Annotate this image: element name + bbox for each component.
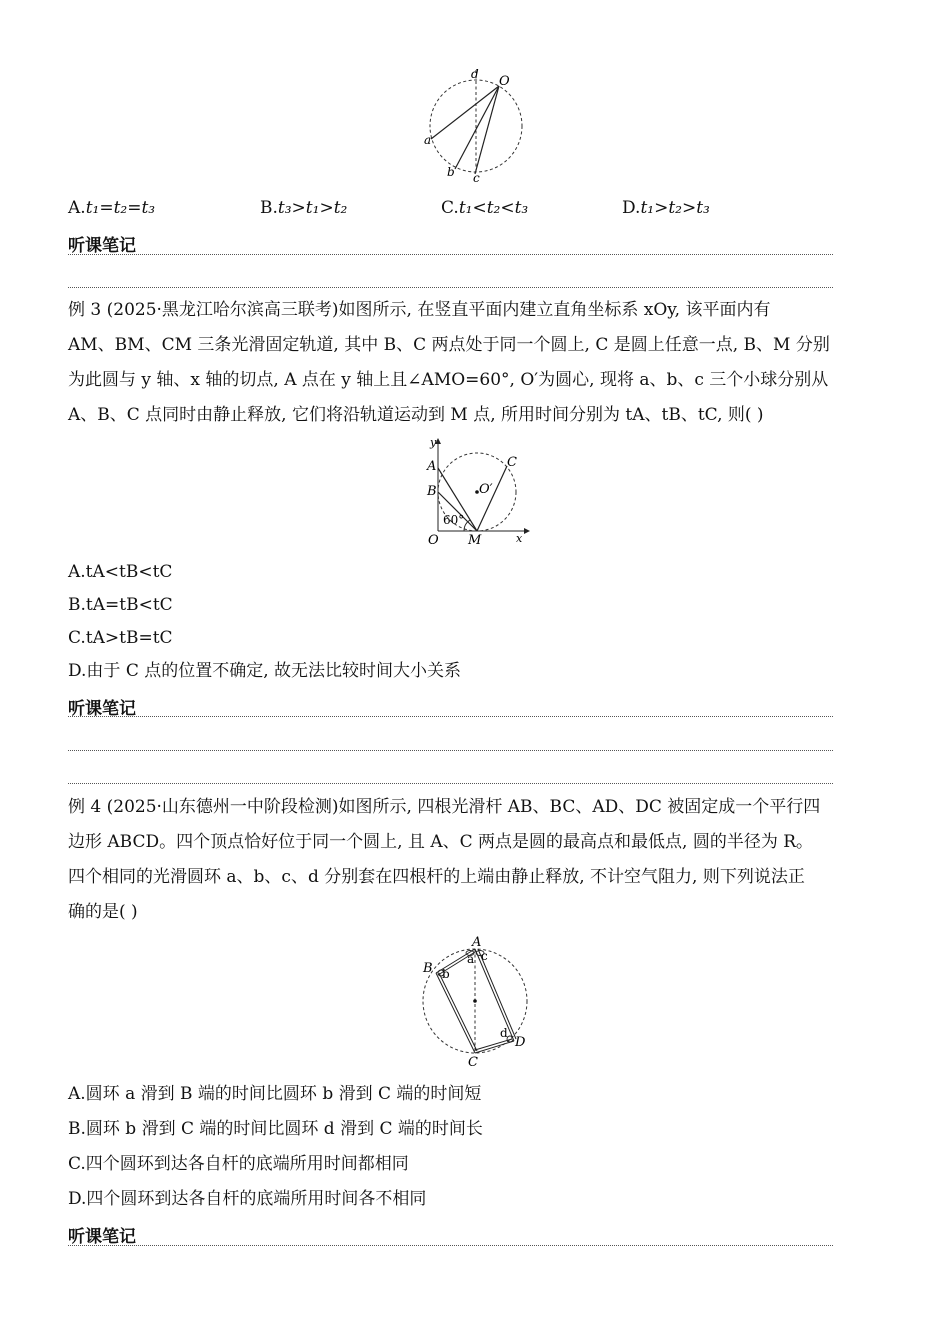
problem4-line-3: 四个相同的光滑圆环 a、b、c、d 分别套在四根杆的上端由静止释放, 不计空气阻力, 则下列说法正 (68, 867, 805, 887)
fig1-label-b: b (447, 165, 455, 179)
fig2-label-A: A (427, 459, 437, 474)
problem4-stem (68, 790, 838, 930)
problem3-line-3: 为此圆与 y 轴、x 轴的切点, A 点在 y 轴上且∠AMO=60°, O′为圆心, 现将 a、b、c 三个小球分别从 (68, 370, 829, 390)
fig2-label-M: M (468, 533, 482, 548)
fig3-label-B: B (423, 961, 433, 976)
problem2-option-b[interactable]: B.t₃>t₁>t₂ (260, 198, 348, 218)
fig1-label-d: d (471, 67, 479, 81)
problem2-notes-title: 听课笔记 (68, 236, 136, 256)
notes-line[interactable] (68, 750, 833, 751)
fig1-label-O: O (499, 74, 510, 89)
problem3-line-1: 例 3 (2025·黑龙江哈尔滨高三联考)如图所示, 在竖直平面内建立直角坐标系 xOy, 该平面内有 (68, 300, 771, 320)
figure-1-circle-tracks (415, 66, 535, 188)
problem4-notes-title: 听课笔记 (68, 1227, 136, 1247)
problem4-option-d[interactable]: D.四个圆环到达各自杆的底端所用时间各不相同 (68, 1189, 427, 1209)
figure-3-parallelogram-circle (418, 934, 534, 1066)
problem2-option-a[interactable]: A.t₁=t₂=t₃ (68, 198, 156, 218)
problem3-option-a[interactable]: A.tA<tB<tC (68, 562, 173, 582)
notes-line[interactable] (68, 783, 833, 784)
problem3-notes-title: 听课笔记 (68, 699, 136, 719)
fig2-label-y: y (430, 436, 437, 449)
problem3-option-b[interactable]: B.tA=tB<tC (68, 595, 173, 615)
fig2-label-Oprime: O′ (479, 482, 493, 497)
fig1-label-a: a (424, 133, 432, 147)
figure-2-coordinate-tracks (420, 436, 532, 548)
fig2-label-C: C (507, 455, 517, 470)
problem2-options (68, 198, 848, 222)
problem3-option-c[interactable]: C.tA>tB=tC (68, 628, 173, 648)
problem3-stem (68, 293, 838, 433)
fig3-label-a: a (467, 952, 475, 966)
fig2-label-O: O (428, 533, 439, 548)
notes-line[interactable] (68, 287, 833, 288)
problem4-line-1: 例 4 (2025·山东德州一中阶段检测)如图所示, 四根光滑杆 AB、BC、AD、DC 被固定成一个平行四 (68, 797, 821, 817)
problem4-line-2: 边形 ABCD。四个顶点恰好位于同一个圆上, 且 A、C 两点是圆的最高点和最低点, 圆的半径为 R。 (68, 832, 814, 852)
fig3-label-D: D (515, 1035, 526, 1050)
fig2-label-B: B (427, 484, 437, 499)
problem3-line-4: A、B、C 点同时由静止释放, 它们将沿轨道运动到 M 点, 所用时间分别为 tA、tB、tC, 则( ) (68, 405, 764, 425)
problem3-line-2: AM、BM、CM 三条光滑固定轨道, 其中 B、C 两点处于同一个圆上, C 是圆上任意一点, B、M 分别 (68, 335, 830, 355)
problem2-option-d[interactable]: D.t₁>t₂>t₃ (622, 198, 710, 218)
notes-line[interactable] (68, 254, 833, 255)
fig2-label-x: x (516, 532, 523, 545)
fig3-label-c: c (481, 949, 488, 963)
fig3-label-d: d (500, 1026, 508, 1040)
fig3-label-C: C (468, 1055, 478, 1066)
problem2-option-c[interactable]: C.t₁<t₂<t₃ (441, 198, 529, 218)
fig2-label-angle: 60° (443, 513, 465, 527)
fig1-label-c: c (473, 171, 480, 185)
fig3-label-b: b (442, 967, 450, 981)
problem3-option-d[interactable]: D.由于 C 点的位置不确定, 故无法比较时间大小关系 (68, 661, 462, 681)
notes-line[interactable] (68, 1245, 833, 1246)
problem4-option-b[interactable]: B.圆环 b 滑到 C 端的时间比圆环 d 滑到 C 端的时间长 (68, 1119, 483, 1139)
problem4-line-4: 确的是( ) (68, 902, 138, 922)
problem4-option-a[interactable]: A.圆环 a 滑到 B 端的时间比圆环 b 滑到 C 端的时间短 (68, 1084, 482, 1104)
problem4-option-c[interactable]: C.四个圆环到达各自杆的底端所用时间都相同 (68, 1154, 409, 1174)
notes-line[interactable] (68, 716, 833, 717)
fig3-label-A: A (472, 935, 482, 950)
